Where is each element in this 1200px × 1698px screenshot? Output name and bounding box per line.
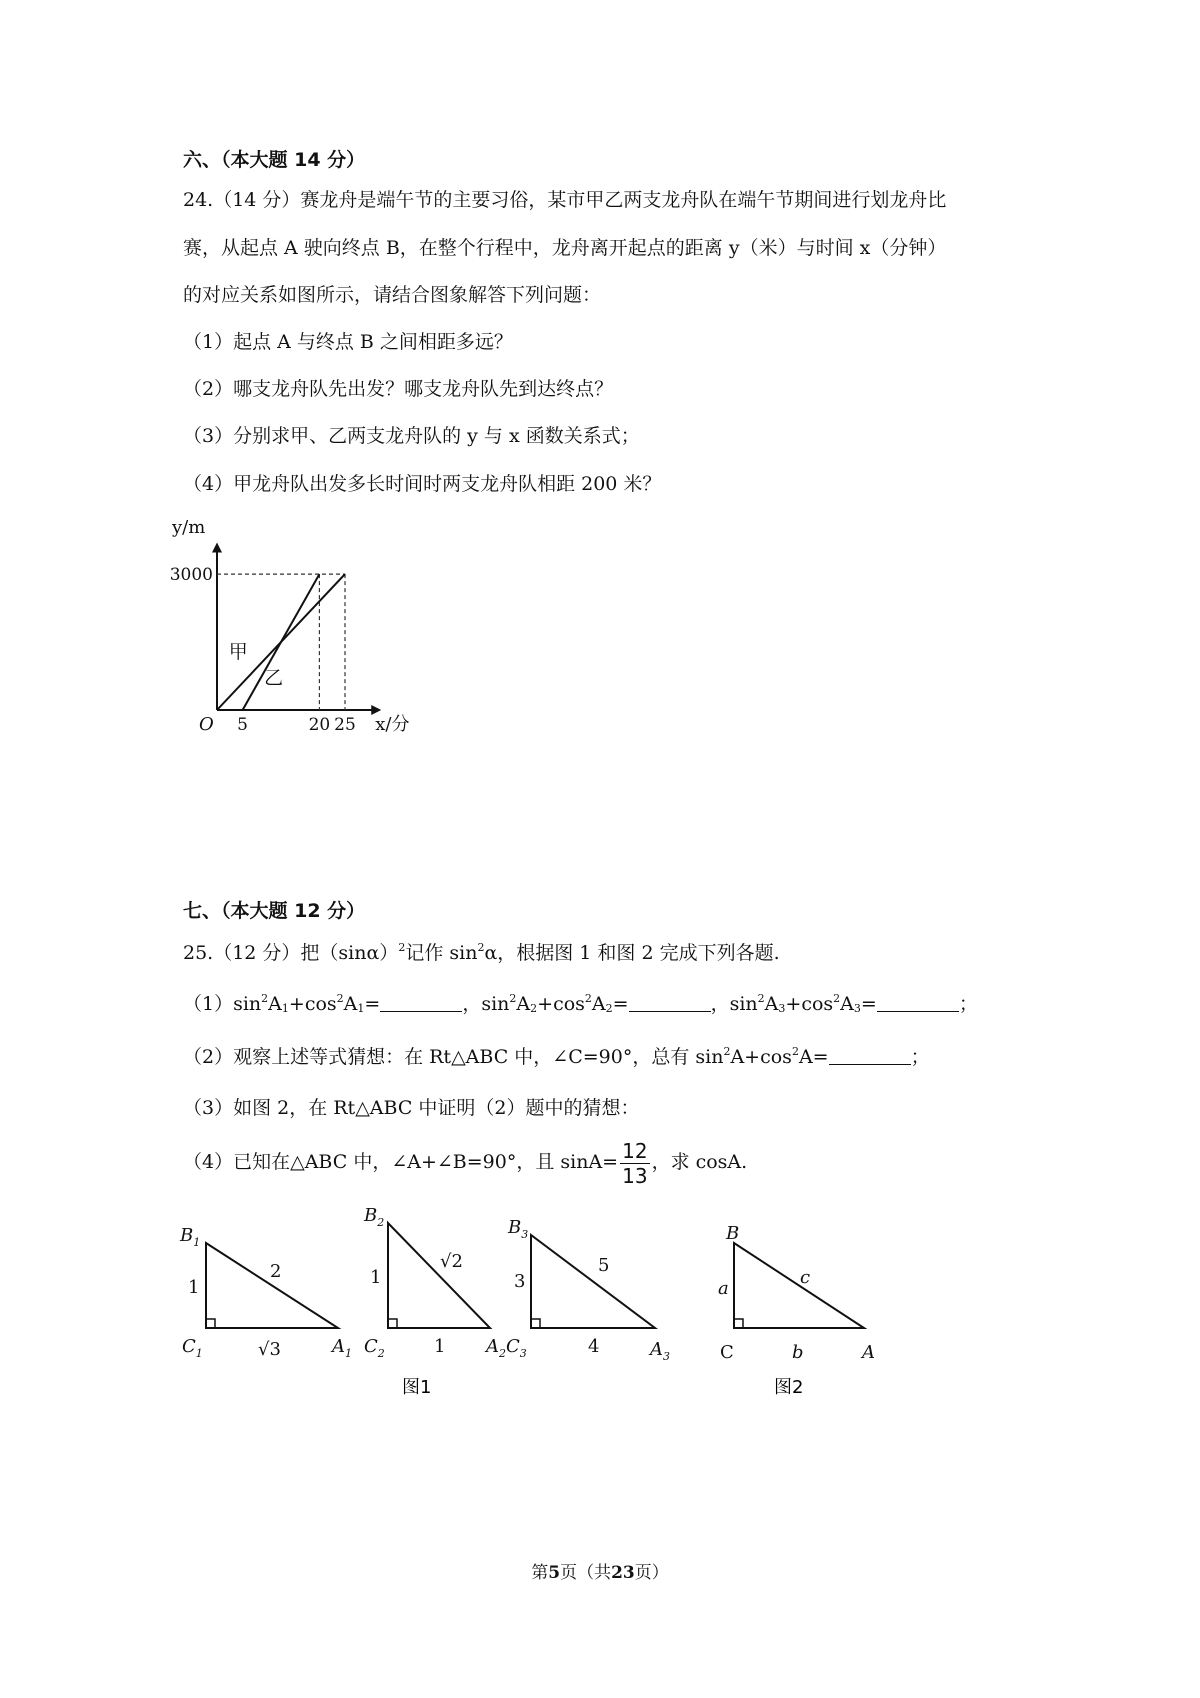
figure-2-caption: 图2 (774, 1377, 804, 1398)
t4-vertex-b: B (726, 1223, 740, 1244)
fraction-12-13: $\frac{12}{13}$ (622, 1138, 648, 1188)
t3-vertex-b: $B_3$ (508, 1217, 529, 1241)
triangle-3 (531, 1235, 655, 1328)
t4-leg-label: a (718, 1278, 729, 1299)
t1-leg-label: 1 (188, 1277, 200, 1298)
section-7-heading: 七、（本大题 12 分） (183, 900, 366, 922)
t3-vertex-a: $A_3$ (650, 1339, 670, 1363)
triangle-1 (206, 1243, 338, 1328)
q25-part2: （2）观察上述等式猜想：在 Rt△ABC 中，∠C=90°，总有 $\sin^2A+\cos^2A=$ ； (183, 1045, 930, 1068)
origin-label: O (199, 714, 214, 735)
triangle-figures (170, 1195, 900, 1420)
t1-vertex-b: $B_1$ (180, 1225, 201, 1249)
triangle-4 (734, 1243, 864, 1328)
t2-hyp-label: √2 (440, 1251, 463, 1272)
t1-hyp-label: 2 (270, 1261, 282, 1282)
t3-leg-label: 3 (514, 1271, 526, 1292)
y-tick-label-3000: 3000 (170, 565, 213, 586)
q25-part4: （4）已知在△ABC 中，∠A+∠B=90°，且 sinA= $\frac{12}{13}$ ，求 cosA. (183, 1138, 748, 1188)
series-line-yi (243, 574, 320, 710)
x-axis-label: x/分 (375, 714, 410, 735)
t2-base-label: 1 (434, 1336, 446, 1357)
q24-part4: （4）甲龙舟队出发多长时间时两支龙舟队相距 200 米？ (183, 473, 662, 495)
triangle-2 (388, 1223, 490, 1328)
t1-vertex-c: $C_1$ (182, 1336, 203, 1360)
page-footer: 第5页（共23页） (531, 1563, 669, 1583)
q24-line3: 的对应关系如图所示，请结合图象解答下列问题： (183, 284, 602, 306)
t4-vertex-a: A (862, 1342, 875, 1363)
t2-vertex-a: $A_2$ (486, 1336, 506, 1360)
t3-hyp-label: 5 (598, 1255, 610, 1276)
t4-base-label: b (792, 1342, 804, 1363)
answer-blank-4[interactable] (829, 1046, 911, 1065)
figure-1-caption: 图1 (402, 1377, 432, 1398)
t1-vertex-a: $A_1$ (332, 1336, 352, 1360)
q25-part3: （3）如图 2，在 Rt△ABC 中证明（2）题中的猜想： (183, 1097, 640, 1119)
x-tick-label-5: 5 (237, 715, 249, 735)
t3-base-label: 4 (588, 1336, 600, 1357)
q24-part3: （3）分别求甲、乙两支龙舟队的 y 与 x 函数关系式； (183, 425, 640, 447)
t3-vertex-c: $C_3$ (506, 1336, 527, 1360)
distance-time-chart (170, 515, 460, 745)
q24-line2: 赛，从起点 A 驶向终点 B，在整个行程中，龙舟离开起点的距离 y（米）与时间 x（分钟） (183, 237, 947, 259)
q25-part1: $(1)\sin^2A_1+\cos^2A_1=$ ，$\sin^2A_2+\cos^2A_2=$ ，$\sin^2A_3+\cos^2A_3=$ ； (183, 992, 978, 1015)
series-label-yi: 乙 (264, 667, 284, 690)
series-label-jia: 甲 (228, 640, 248, 663)
t4-hyp-label: c (800, 1267, 811, 1288)
t2-vertex-b: $B_2$ (364, 1205, 385, 1229)
x-tick-label-25: 25 (334, 715, 356, 735)
t4-vertex-c: C (720, 1342, 734, 1363)
q25-intro: 25.（12 分）把$(\sin\alpha)^2$记作 $\sin^2\alpha$，根据图 1 和图 2 完成下列各题. (183, 941, 780, 964)
t2-leg-label: 1 (370, 1267, 382, 1288)
y-axis-arrow (212, 543, 222, 553)
x-tick-label-20: 20 (308, 715, 331, 735)
t1-base-label: √3 (258, 1339, 281, 1360)
answer-blank-1[interactable] (380, 993, 462, 1012)
answer-blank-2[interactable] (629, 993, 711, 1012)
section-6-heading: 六、（本大题 14 分） (183, 149, 366, 171)
t2-vertex-c: $C_2$ (364, 1336, 385, 1360)
q24-line1: 24.（14 分）赛龙舟是端午节的主要习俗，某市甲乙两支龙舟队在端午节期间进行划龙舟比 (183, 189, 947, 211)
q24-part2: （2）哪支龙舟队先出发？哪支龙舟队先到达终点？ (183, 378, 614, 400)
q24-part1: （1）起点 A 与终点 B 之间相距多远？ (183, 331, 513, 353)
y-axis-label: y/m (172, 517, 206, 538)
answer-blank-3[interactable] (877, 993, 959, 1012)
